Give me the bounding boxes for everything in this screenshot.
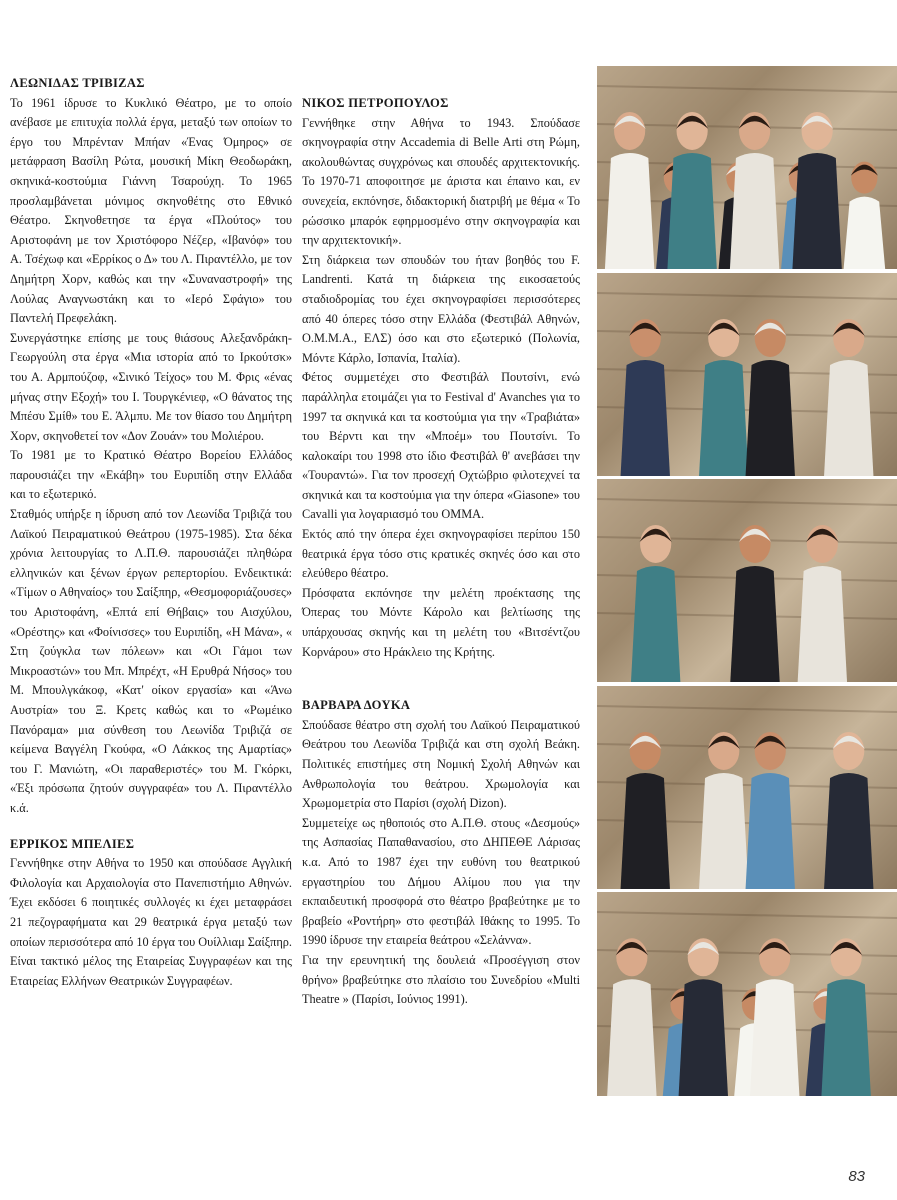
person-figure <box>750 979 799 1096</box>
paragraph: Το 1961 ίδρυσε το Κυκλικό Θέατρο, με το οποίο ανέβασε με επιτυχία πολλά έργα, μεταξύ των οποίων το έργο του Μπρένταν Μπήαν «Ένας Όμηρος» σε μετάφραση Βασίλη Ρώτα, μουσική Μίκη Θεοδωράκη, σκηνικά-κοστούμια Γιάννη Τσαρούχη. Το 1965 προσλαμβάνεται μόνιμος σκηνοθέτης στο Εθνικό Θέατρο. Σκηνοθετησε τα έργα «Πλούτος» του Αριστοφάνη με τον Χριστόφορο Νέζερ, «Ιβανόφ» του Α. Τσέχωφ και «Ερρίκος ο Δ» του Λ. Πιραντέλλο, με τον Δημήτρη Χορν, καθώς και την «Συναναστροφή» της Λούλας Αναγνωστάκη και το «Ιερό Σφάγιο» του Παντελή Πρεφελάκη. <box>10 95 292 326</box>
group-photo <box>597 66 897 269</box>
paragraph: Γεννήθηκε στην Αθήνα το 1943. Σπούδασε σκηνογραφία στην Accademia di Belle Arti στη Ρώμη, ακολουθώντας συγχρόνως και σπουδές αρχιτεκτονικής. Το 1970-71 αποφοιτησε με άριστα και έπαινο και, εν συνεχεία, εκπόνησε, διδακτορική διατριβή με θέμα « Το ρώσσικο μπαρόκ εφηρμοσμένο στην σκηνογραφία και την αρχιτεκτονική». <box>302 115 580 248</box>
person-figure <box>621 360 670 476</box>
photo-strip <box>597 66 897 1096</box>
paragraph: Συμμετείχε ως ηθοποιός στο Α.Π.Θ. στους «Δεσμούς» της Ασπασίας Παπαθανασίου, στο ΔΗΠΕΘΕ Λάρισας κ.α. Από το 1987 έχει την ευθύνη του θεατρικού εργαστηρίου του Δήμου Αλίμου που για την εκπαιδευτική προσφορά στο θέατρο βραβεύτηκε με το βραβείο «Ροντήρη» στο φεστιβάλ Ιθάκης το 1995. Το 1990 ίδρυσε την εταιρεία θεάτρου «Σελάννα». <box>302 815 580 948</box>
person-figure <box>746 773 795 889</box>
person-figure <box>730 153 779 269</box>
paragraph: Για την ερευνητική της δουλειά «Προσέγγιση στον θρήνο» βραβεύτηκε στο πλαίσιο του Συνεδρίου «Multi Theatre » (Παρίσι, Ιούνιος 1991). <box>302 952 580 1007</box>
person-figure <box>699 360 748 476</box>
paragraph: Στη διάρκεια των σπουδών του ήταν βοηθός του F. Landrenti. Κατά τη διάρκεια της εικοσαετούς σταδιοδρομίας του έχει σκηνογραφίσει περισσότερες από 40 όπερες τόσο στην Ελλάδα (Φεστιβάλ Αθηνών, Ο.Μ.Μ.Α., ΕΛΣ) όσο και στο εξωτερικό (Πολωνία, Μόντε Κάρλο, Ισπανία, Ιταλία). <box>302 252 580 365</box>
bio-section <box>302 696 580 1010</box>
person-figure <box>821 979 870 1096</box>
section-heading: ΒΑΡΒΑΡΑ ΔΟΥΚΑ <box>302 698 411 713</box>
bio-section <box>10 835 292 992</box>
paragraph: Είναι τακτικό μέλος της Εταιρείας Συγγραφέων και της Εταιρείας Ελλήνων Θεατρικών Συγγραφέων. <box>10 954 292 988</box>
text-column-right <box>302 94 580 1026</box>
person-figure <box>699 773 748 889</box>
person-figure <box>667 153 716 269</box>
paragraph: Εκτός από την όπερα έχει σκηνογραφίσει περίπου 150 θεατρικά έργα τόσο στις κρατικές σκηνές όσο και στο ελεύθερο θέατρο. <box>302 527 580 581</box>
person-figure <box>824 773 873 889</box>
person-figure <box>605 153 654 269</box>
page-number: 83 <box>848 1168 865 1185</box>
section-heading: ΛΕΩΝΙΔΑΣ ΤΡΙΒΙΖΑΣ <box>10 76 145 90</box>
person-figure <box>679 979 728 1096</box>
section-heading: ΕΡΡΙΚΟΣ ΜΠΕΛΙΕΣ <box>10 836 135 851</box>
person-figure <box>844 197 886 269</box>
bio-section <box>302 94 580 662</box>
paragraph: Σπούδασε θέατρο στη σχολή του Λαϊκού Πειραματικού Θεάτρου του Λεωνίδα Τριβιζά και στη σχολή Βεάκη. Πολιτικές επιστήμες στη Νομική Σχολή Αθηνών και Ανθρωπολογία του θεάτρου. Χρωμολογία και Χρωμομετρία στο Παρίσι (σχολή Dizon). <box>302 717 580 811</box>
person-figure <box>631 566 680 682</box>
person-figure <box>792 153 841 269</box>
person-figure <box>798 566 847 682</box>
section-heading: ΝΙΚΟΣ ΠΕΤΡΟΠΟΥΛΟΣ <box>302 96 449 110</box>
person-figure <box>730 566 779 682</box>
person-figure <box>746 360 795 476</box>
person-figure <box>607 979 656 1096</box>
paragraph: Γεννήθηκε στην Αθήνα το 1950 και σπούδασε Αγγλική Φιλολογία και Αρχαιολογία στο Πανεπιστήμιο Αθηνών. Έχει εκδόσει 6 ποιητικές συλλογές κι έχει μεταφράσει 21 πεζογραφήματα και 29 θεατρικά έργα μεταξύ των οποίων περισσότερα από 10 έργα του Ουίλλιαμ Σαίξπηρ. <box>10 856 292 949</box>
paragraph: Συνεργάστηκε επίσης με τους θιάσους Αλεξανδράκη-Γεωργούλη στα έργα «Μια ιστορία από το Ιρκούτσκ» του Α. Αρμπούζοφ, «Σινικό Τείχος» του Μ. Φρις «ένας μήνας στην Εξοχή» του Ι. Τουργκένιεφ, «Ο θάνατος της Μπέσυ Σμίθ» του Ε. Άλμπυ. Με τον θίασο του Δημήτρη Χορν, σκηνοθετεί τον «Δον Ζουάν» του Μολιέρου. <box>10 330 292 443</box>
paragraph: Σταθμός υπήρξε η ίδρυση από τον Λεωνίδα Τριβιζά του Λαϊκού Πειραματικού Θεάτρου (1975-1985). Στα δέκα χρόνια λειτουργίας το Λ.Π.Θ. παρουσιάζει πληθώρα ελληνικών και ξένων έργων ρεπερτορίου. Ενδεικτικά: «Τίμων ο Αθηναίος» του Σαίξπηρ, «Θεσμοφοριάζουσες» του Αριστοφάνη, «Επτά επί Θήβαις» του Αισχύλου, «Ορέστης» και «Φοίνισσες» του Ευριπίδη, «Η Μάνα», « Στη ζούγκλα των πόλεων» και «Οι Γάμοι των Μικροαστών» του Μπ. Μπρέχτ, «Η Ερυθρά Νήσος» του Μ. Μπουλγκάκοφ, «Κατ' οίκον εργασία» και «Άνω Αυστρία» του Ξ. Κρετς καθώς και το «Ρωμέικο Πανόραμα» μια σύνθεση του Λεωνίδα Τριβιζά σε κείμενα Βαγγέλη Γκούφα, «Ο Λάκκος της Αμαρτίας» του Γ. Μανιώτη, «Οι παραθεριστές» του Μ. Γκόρκι, «Έξι πρόσωπα ζητούν συγγραφέα» του Λ. Πιραντέλλο κ.ά. <box>10 507 292 815</box>
text-column-left <box>10 74 292 1007</box>
group-photo <box>597 273 897 476</box>
paragraph: Πρόσφατα εκπόνησε την μελέτη προέκτασης της Όπερας του Μόντε Κάρολο και βελτίωσης της υπάρχουσας σκηνής και τη μελέτη του «Βιτσέντζου Κορνάρου» στο Ηράκλειο της Κρήτης. <box>302 585 580 659</box>
bio-section <box>10 74 292 819</box>
group-photo <box>597 686 897 889</box>
paragraph: Το 1981 με το Κρατικό Θέατρο Βορείου Ελλάδος παρουσιάζει την «Εκάβη» του Ευριπίδη στην Ελλάδα και το εξωτερικό. <box>10 448 292 502</box>
paragraph: Φέτος συμμετέχει στο Φεστιβάλ Πουτσίνι, ενώ παράλληλα ετοιμάζει για το Festival d' Avanches για το 1997 τα σκηνικά και τα κοστούμια για την «Τραβιάτα» του Βέρντι και την «Μποέμ» του Πουτσίνι. Το καλοκαίρι του 1998 στο ίδιο Φεστιβάλ θ' ανεβάσει την «Τουραντώ». Για τον προσεχή Οχτώβριο φιλοτεχνεί τα σκηνικά και τα κοστούμια για την όπερα «Giasone» του Cavalli για λογαριασμό του ΟΜΜΑ. <box>302 370 580 522</box>
group-photo <box>597 479 897 682</box>
person-figure <box>621 773 670 889</box>
person-figure <box>824 360 873 476</box>
group-photo <box>597 892 897 1096</box>
